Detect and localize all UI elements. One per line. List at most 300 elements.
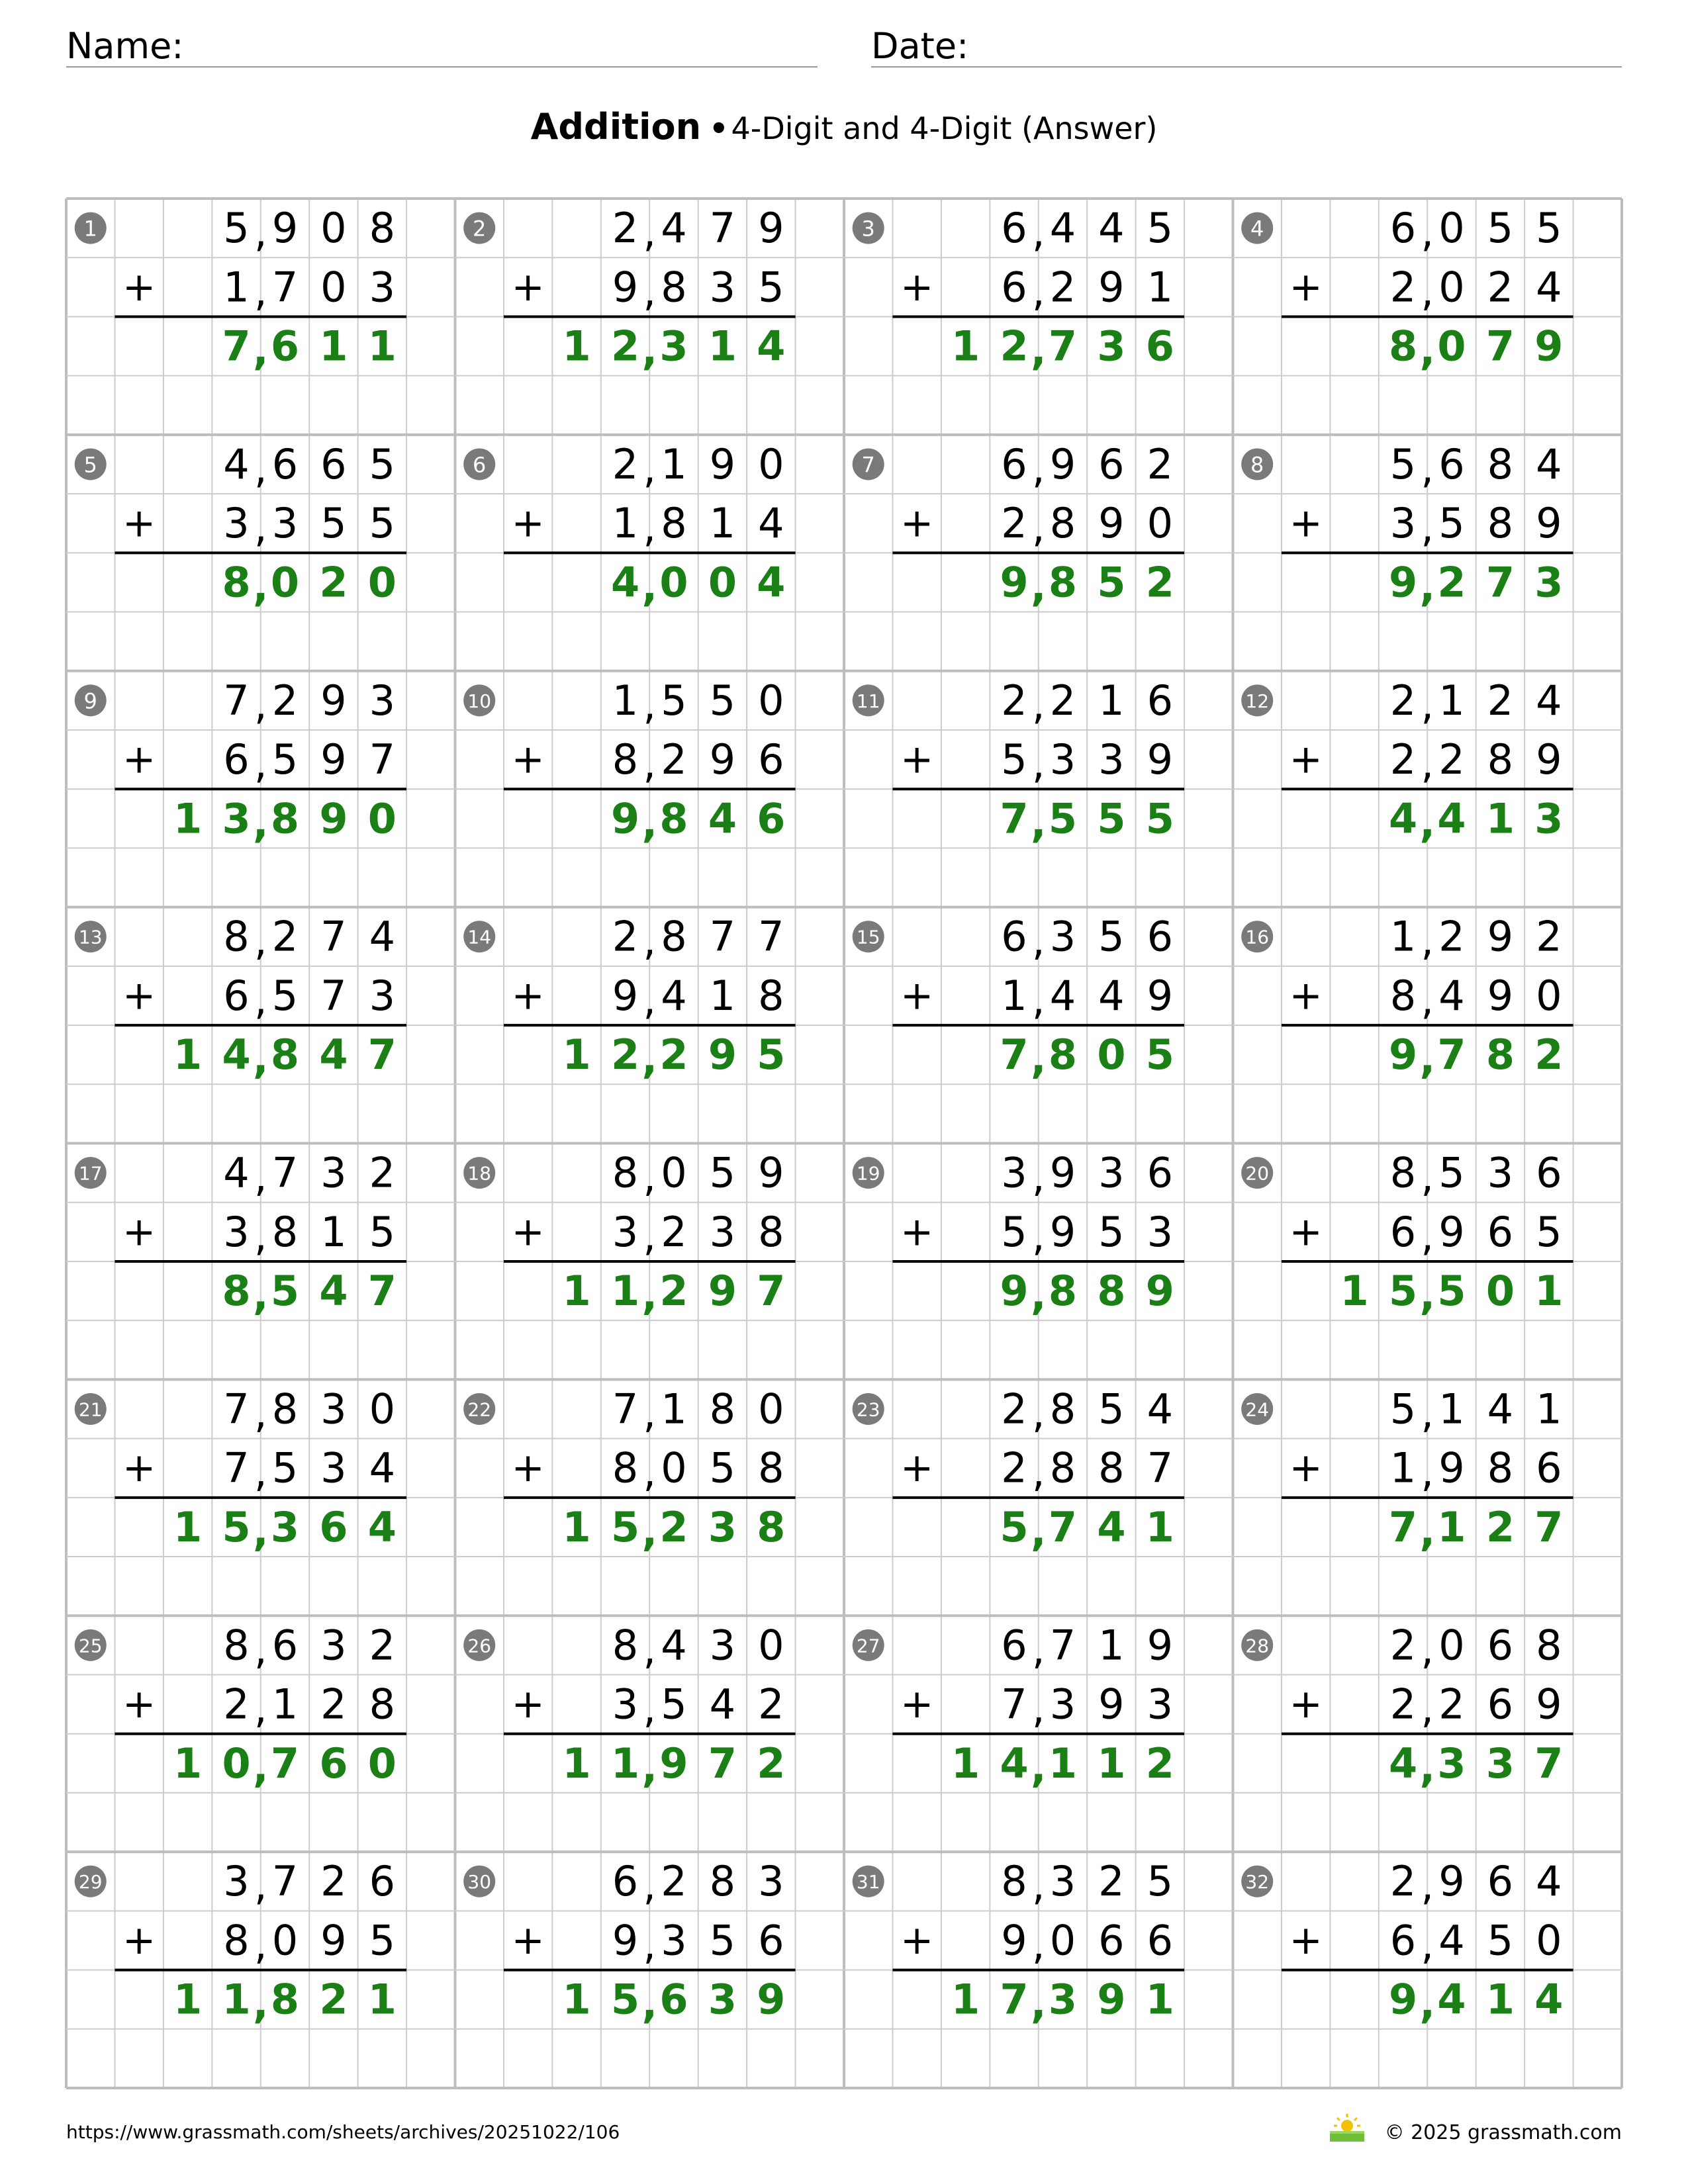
bottom-digit: 0 — [1536, 971, 1562, 1020]
digit-comma: , — [1421, 1684, 1434, 1733]
top-digit: 6 — [1438, 439, 1465, 488]
bottom-digit: 6 — [1487, 1207, 1514, 1256]
bottom-digit: 9 — [1438, 1207, 1465, 1256]
digit-comma: , — [643, 1447, 657, 1496]
bottom-digit: 2 — [1001, 1443, 1027, 1492]
plus-sign: + — [1289, 1681, 1323, 1728]
bottom-digit: 8 — [661, 499, 687, 548]
plus-sign: + — [511, 1917, 545, 1964]
top-digit: 6 — [1536, 1148, 1562, 1197]
digit-comma: , — [254, 1447, 267, 1496]
bottom-digit: 5 — [661, 1680, 687, 1729]
problem-number: 2 — [473, 216, 487, 242]
answer-digit: 4 — [610, 558, 640, 607]
bottom-digit: 2 — [320, 1680, 347, 1729]
top-digit: 3 — [1049, 1857, 1076, 1906]
answer-digit: 0 — [1097, 1030, 1126, 1079]
digit-comma: , — [1031, 680, 1045, 729]
answer-digit: 2 — [1485, 1502, 1515, 1551]
plus-sign: + — [511, 972, 545, 1019]
answer-digit: 1 — [610, 1267, 640, 1316]
answer-digit: 2 — [610, 1030, 640, 1079]
bottom-digit: 8 — [758, 971, 784, 1020]
top-digit: 3 — [1487, 1148, 1514, 1197]
answer-comma: , — [1419, 798, 1436, 847]
answer-digit: 8 — [659, 794, 688, 843]
top-digit: 6 — [612, 1857, 639, 1906]
problem-number: 10 — [467, 690, 492, 712]
top-digit: 8 — [1389, 1148, 1417, 1197]
answer-digit: 9 — [319, 794, 348, 843]
answer-comma: , — [641, 1506, 658, 1555]
top-digit: 2 — [1389, 676, 1417, 725]
digit-comma: , — [1421, 1625, 1434, 1674]
top-digit: 6 — [1001, 912, 1027, 961]
answer-comma: , — [1030, 326, 1047, 375]
digit-comma: , — [1031, 916, 1045, 965]
top-digit: 1 — [612, 676, 639, 725]
bottom-digit: 0 — [661, 1443, 687, 1492]
bottom-digit: 9 — [1098, 263, 1125, 312]
bottom-digit: 5 — [758, 263, 784, 312]
answer-digit: 8 — [1388, 322, 1418, 371]
bottom-digit: 8 — [1098, 1443, 1125, 1492]
answer-digit: 6 — [659, 1975, 688, 2024]
problem-number: 4 — [1250, 216, 1264, 242]
bottom-digit: 8 — [1487, 735, 1514, 784]
answer-digit: 2 — [1000, 322, 1029, 371]
digit-comma: , — [643, 1152, 657, 1201]
top-digit: 1 — [1536, 1385, 1562, 1433]
answer-comma: , — [1030, 798, 1047, 847]
problem-number: 1 — [83, 216, 97, 242]
answer-comma: , — [252, 562, 269, 611]
answer-digit: 8 — [270, 1975, 300, 2024]
digit-comma: , — [643, 739, 657, 788]
digit-comma: , — [643, 443, 657, 492]
digit-comma: , — [254, 1625, 267, 1674]
top-digit: 5 — [223, 204, 250, 253]
answer-digit: 3 — [659, 322, 688, 371]
digit-comma: , — [1031, 1861, 1045, 1910]
top-digit: 5 — [1438, 1148, 1465, 1197]
digit-comma: , — [254, 975, 267, 1024]
top-digit: 5 — [709, 1148, 736, 1197]
answer-digit: 5 — [1437, 1267, 1466, 1316]
bottom-digit: 9 — [1098, 1680, 1125, 1729]
top-digit: 6 — [1001, 204, 1027, 253]
digit-comma: , — [254, 1211, 267, 1260]
answer-digit: 7 — [708, 1739, 737, 1788]
answer-digit: 1 — [1340, 1267, 1369, 1316]
answer-digit: 5 — [1048, 794, 1078, 843]
bottom-digit: 0 — [320, 263, 347, 312]
top-digit: 5 — [1389, 439, 1417, 488]
bottom-digit: 2 — [661, 735, 687, 784]
plus-sign: + — [122, 972, 156, 1019]
problem-number: 18 — [467, 1162, 492, 1185]
plus-sign: + — [511, 1445, 545, 1492]
digit-comma: , — [1421, 1211, 1434, 1260]
bottom-digit: 5 — [369, 1916, 396, 1965]
bottom-digit: 2 — [1389, 263, 1417, 312]
bottom-digit: 6 — [1389, 1916, 1417, 1965]
bottom-digit: 3 — [1049, 735, 1076, 784]
digit-comma: , — [643, 1211, 657, 1260]
top-digit: 4 — [1147, 1385, 1174, 1433]
top-digit: 6 — [369, 1857, 396, 1906]
plus-sign: + — [900, 736, 934, 783]
bottom-digit: 8 — [758, 1207, 784, 1256]
top-digit: 0 — [1438, 204, 1465, 253]
bottom-digit: 9 — [612, 263, 639, 312]
top-digit: 9 — [271, 204, 299, 253]
digit-comma: , — [254, 267, 267, 316]
answer-digit: 4 — [757, 322, 786, 371]
top-digit: 3 — [1098, 1148, 1125, 1197]
answer-digit: 1 — [951, 1739, 980, 1788]
bottom-digit: 9 — [1536, 1680, 1562, 1729]
answer-digit: 1 — [173, 1502, 203, 1551]
digit-comma: , — [643, 267, 657, 316]
bottom-digit: 3 — [223, 1207, 250, 1256]
answer-comma: , — [641, 326, 658, 375]
answer-digit: 1 — [1145, 1975, 1174, 2024]
problem-number: 6 — [473, 452, 487, 478]
answer-digit: 1 — [708, 322, 737, 371]
bottom-digit: 9 — [612, 971, 639, 1020]
plus-sign: + — [511, 263, 545, 310]
answer-digit: 1 — [562, 1267, 591, 1316]
digit-comma: , — [254, 739, 267, 788]
bottom-digit: 9 — [1536, 735, 1562, 784]
answer-digit: 7 — [1534, 1739, 1564, 1788]
problem-number: 29 — [78, 1871, 103, 1893]
digit-comma: , — [254, 1861, 267, 1910]
digit-comma: , — [643, 1684, 657, 1733]
bottom-digit: 7 — [1147, 1443, 1174, 1492]
digit-comma: , — [1031, 739, 1045, 788]
answer-digit: 1 — [1048, 1739, 1078, 1788]
top-digit: 0 — [758, 676, 784, 725]
plus-sign: + — [900, 972, 934, 1019]
answer-comma: , — [252, 1271, 269, 1320]
bottom-digit: 9 — [1098, 499, 1125, 548]
top-digit: 3 — [320, 1621, 347, 1670]
top-digit: 9 — [1049, 439, 1076, 488]
bottom-digit: 5 — [1001, 735, 1027, 784]
answer-digit: 9 — [1388, 1975, 1418, 2024]
answer-digit: 5 — [270, 1267, 300, 1316]
bottom-digit: 6 — [1389, 1207, 1417, 1256]
plus-sign: + — [900, 1917, 934, 1964]
answer-digit: 7 — [1485, 322, 1515, 371]
top-digit: 1 — [1098, 676, 1125, 725]
digit-comma: , — [1421, 1152, 1434, 1201]
plus-sign: + — [1289, 972, 1323, 1019]
answer-digit: 1 — [1485, 794, 1515, 843]
top-digit: 2 — [320, 1857, 347, 1906]
bottom-digit: 6 — [1001, 263, 1027, 312]
answer-digit: 8 — [222, 558, 251, 607]
answer-digit: 9 — [1097, 1975, 1126, 2024]
top-digit: 9 — [1487, 912, 1514, 961]
answer-digit: 1 — [951, 322, 980, 371]
problem-number: 30 — [467, 1871, 492, 1893]
bottom-digit: 5 — [369, 1207, 396, 1256]
top-digit: 1 — [661, 1385, 687, 1433]
answer-comma: , — [1030, 1271, 1047, 1320]
bottom-digit: 4 — [1536, 263, 1562, 312]
bottom-digit: 6 — [1147, 1916, 1174, 1965]
top-digit: 0 — [661, 1148, 687, 1197]
answer-digit: 2 — [319, 1975, 348, 2024]
title-separator: • — [709, 111, 729, 146]
top-digit: 9 — [758, 1148, 784, 1197]
bottom-digit: 2 — [1389, 735, 1417, 784]
top-digit: 8 — [612, 1621, 639, 1670]
top-digit: 1 — [661, 439, 687, 488]
top-digit: 6 — [271, 1621, 299, 1670]
answer-comma: , — [1030, 1506, 1047, 1555]
bottom-digit: 8 — [612, 735, 639, 784]
plus-sign: + — [122, 1681, 156, 1728]
digit-comma: , — [643, 1920, 657, 1969]
bottom-digit: 9 — [1147, 735, 1174, 784]
answer-digit: 1 — [562, 1975, 591, 2024]
answer-comma: , — [1419, 1743, 1436, 1792]
plus-sign: + — [1289, 500, 1323, 547]
bottom-digit: 6 — [758, 735, 784, 784]
problem-number: 19 — [856, 1162, 880, 1185]
top-digit: 9 — [1438, 1857, 1465, 1906]
digit-comma: , — [1421, 1920, 1434, 1969]
digit-comma: , — [254, 1684, 267, 1733]
top-digit: 8 — [1487, 439, 1514, 488]
problem-number: 23 — [856, 1398, 880, 1421]
answer-digit: 0 — [708, 558, 737, 607]
answer-comma: , — [641, 1979, 658, 2028]
answer-digit: 7 — [1000, 1030, 1029, 1079]
answer-comma: , — [1419, 326, 1436, 375]
answer-digit: 1 — [562, 1030, 591, 1079]
top-digit: 4 — [661, 204, 687, 253]
top-digit: 2 — [1389, 1621, 1417, 1670]
top-digit: 8 — [369, 204, 396, 253]
top-digit: 5 — [369, 439, 396, 488]
answer-digit: 7 — [1485, 558, 1515, 607]
digit-comma: , — [254, 1388, 267, 1437]
bottom-digit: 9 — [1147, 971, 1174, 1020]
top-digit: 2 — [1438, 912, 1465, 961]
answer-digit: 4 — [1388, 794, 1418, 843]
digit-comma: , — [1031, 1625, 1045, 1674]
top-digit: 2 — [612, 439, 639, 488]
bottom-digit: 8 — [369, 1680, 396, 1729]
plus-sign: + — [900, 500, 934, 547]
answer-digit: 5 — [610, 1975, 640, 2024]
top-digit: 3 — [1049, 912, 1076, 961]
problem-number: 22 — [467, 1398, 492, 1421]
answer-digit: 4 — [1097, 1502, 1126, 1551]
digit-comma: , — [254, 680, 267, 729]
digit-comma: , — [1031, 1388, 1045, 1437]
bottom-digit: 9 — [320, 1916, 347, 1965]
answer-digit: 6 — [1145, 322, 1174, 371]
top-digit: 1 — [1438, 1385, 1465, 1433]
answer-digit: 8 — [757, 1502, 786, 1551]
bottom-digit: 8 — [661, 263, 687, 312]
problem-number: 8 — [1250, 452, 1264, 478]
plus-sign: + — [511, 736, 545, 783]
answer-digit: 4 — [222, 1030, 251, 1079]
top-digit: 8 — [1001, 1857, 1027, 1906]
digit-comma: , — [1031, 1684, 1045, 1733]
answer-digit: 2 — [1534, 1030, 1564, 1079]
answer-digit: 4 — [1000, 1739, 1029, 1788]
digit-comma: , — [1421, 975, 1434, 1024]
grassmath-logo-icon — [1327, 2110, 1367, 2144]
bottom-digit: 0 — [1536, 1916, 1562, 1965]
problem-number: 12 — [1245, 690, 1270, 712]
top-digit: 5 — [1147, 204, 1174, 253]
top-digit: 6 — [1487, 1621, 1514, 1670]
top-digit: 8 — [661, 912, 687, 961]
top-digit: 8 — [709, 1385, 736, 1433]
bottom-digit: 3 — [709, 1207, 736, 1256]
bottom-digit: 3 — [1049, 1680, 1076, 1729]
answer-digit: 4 — [1437, 794, 1466, 843]
top-digit: 4 — [1098, 204, 1125, 253]
top-digit: 9 — [758, 204, 784, 253]
answer-digit: 1 — [610, 1739, 640, 1788]
plus-sign: + — [1289, 1917, 1323, 1964]
digit-comma: , — [1421, 1861, 1434, 1910]
plus-sign: + — [1289, 736, 1323, 783]
answer-comma: , — [252, 798, 269, 847]
top-digit: 0 — [758, 1385, 784, 1433]
answer-digit: 2 — [659, 1030, 688, 1079]
answer-digit: 0 — [659, 558, 688, 607]
bottom-digit: 5 — [1487, 1916, 1514, 1965]
digit-comma: , — [1421, 208, 1434, 257]
answer-digit: 2 — [1437, 558, 1466, 607]
top-digit: 9 — [709, 439, 736, 488]
top-digit: 3 — [758, 1857, 784, 1906]
bottom-digit: 4 — [1049, 971, 1076, 1020]
digit-comma: , — [1421, 739, 1434, 788]
bottom-digit: 7 — [223, 1443, 250, 1492]
bottom-digit: 8 — [1487, 499, 1514, 548]
bottom-digit: 3 — [1147, 1680, 1174, 1729]
answer-digit: 9 — [1534, 322, 1564, 371]
answer-digit: 5 — [1097, 794, 1126, 843]
digit-comma: , — [254, 503, 267, 552]
top-digit: 4 — [1536, 676, 1562, 725]
top-digit: 9 — [1049, 1148, 1076, 1197]
answer-digit: 4 — [1534, 1975, 1564, 2024]
top-digit: 7 — [1049, 1621, 1076, 1670]
answer-digit: 3 — [708, 1975, 737, 2024]
bottom-digit: 5 — [709, 1443, 736, 1492]
bottom-digit: 3 — [1098, 735, 1125, 784]
footer-copyright: © 2025 grassmath.com — [1384, 2121, 1622, 2144]
problem-number: 11 — [856, 690, 880, 712]
bottom-digit: 3 — [612, 1207, 639, 1256]
answer-digit: 2 — [659, 1267, 688, 1316]
problem-number: 17 — [78, 1162, 103, 1185]
bottom-digit: 0 — [1147, 499, 1174, 548]
answer-digit: 1 — [562, 322, 591, 371]
bottom-digit: 1 — [271, 1680, 299, 1729]
bottom-digit: 5 — [271, 735, 299, 784]
top-digit: 2 — [369, 1621, 396, 1670]
bottom-digit: 8 — [758, 1443, 784, 1492]
top-digit: 8 — [709, 1857, 736, 1906]
bottom-digit: 1 — [223, 263, 250, 312]
answer-digit: 7 — [1048, 1502, 1078, 1551]
bottom-digit: 5 — [369, 499, 396, 548]
top-digit: 0 — [1438, 1621, 1465, 1670]
answer-digit: 2 — [610, 322, 640, 371]
bottom-digit: 3 — [369, 263, 396, 312]
digit-comma: , — [254, 1920, 267, 1969]
answer-digit: 2 — [1145, 1739, 1174, 1788]
bottom-digit: 5 — [271, 1443, 299, 1492]
answer-digit: 3 — [1534, 558, 1564, 607]
answer-digit: 8 — [1485, 1030, 1515, 1079]
top-digit: 6 — [1147, 676, 1174, 725]
bottom-digit: 0 — [1438, 263, 1465, 312]
answer-digit: 7 — [1000, 1975, 1029, 2024]
digit-comma: , — [1031, 1447, 1045, 1496]
top-digit: 2 — [612, 204, 639, 253]
bottom-digit: 2 — [661, 1207, 687, 1256]
bottom-digit: 1 — [709, 499, 736, 548]
answer-digit: 7 — [1000, 794, 1029, 843]
bottom-digit: 4 — [369, 1443, 396, 1492]
top-digit: 5 — [1098, 912, 1125, 961]
top-digit: 3 — [223, 1857, 250, 1906]
answer-digit: 8 — [1048, 558, 1078, 607]
bottom-digit: 4 — [709, 1680, 736, 1729]
problem-number: 13 — [78, 926, 103, 948]
bottom-digit: 2 — [223, 1680, 250, 1729]
problem-number: 14 — [467, 926, 492, 948]
top-digit: 2 — [1001, 676, 1027, 725]
top-digit: 0 — [758, 439, 784, 488]
top-digit: 4 — [369, 912, 396, 961]
answer-digit: 5 — [757, 1030, 786, 1079]
problem-number: 25 — [78, 1635, 103, 1657]
answer-digit: 9 — [757, 1975, 786, 2024]
top-digit: 4 — [1049, 204, 1076, 253]
digit-comma: , — [643, 680, 657, 729]
answer-digit: 1 — [173, 1030, 203, 1079]
answer-digit: 7 — [1388, 1502, 1418, 1551]
answer-comma: , — [1030, 1979, 1047, 2028]
answer-comma: , — [1030, 562, 1047, 611]
digit-comma: , — [1031, 443, 1045, 492]
digit-comma: , — [1421, 916, 1434, 965]
problem-number: 31 — [856, 1871, 880, 1893]
bottom-digit: 1 — [1389, 1443, 1417, 1492]
answer-digit: 9 — [708, 1267, 737, 1316]
answer-digit: 4 — [1388, 1739, 1418, 1788]
answer-digit: 1 — [1437, 1502, 1466, 1551]
answer-comma: , — [1419, 1271, 1436, 1320]
top-digit: 2 — [271, 676, 299, 725]
